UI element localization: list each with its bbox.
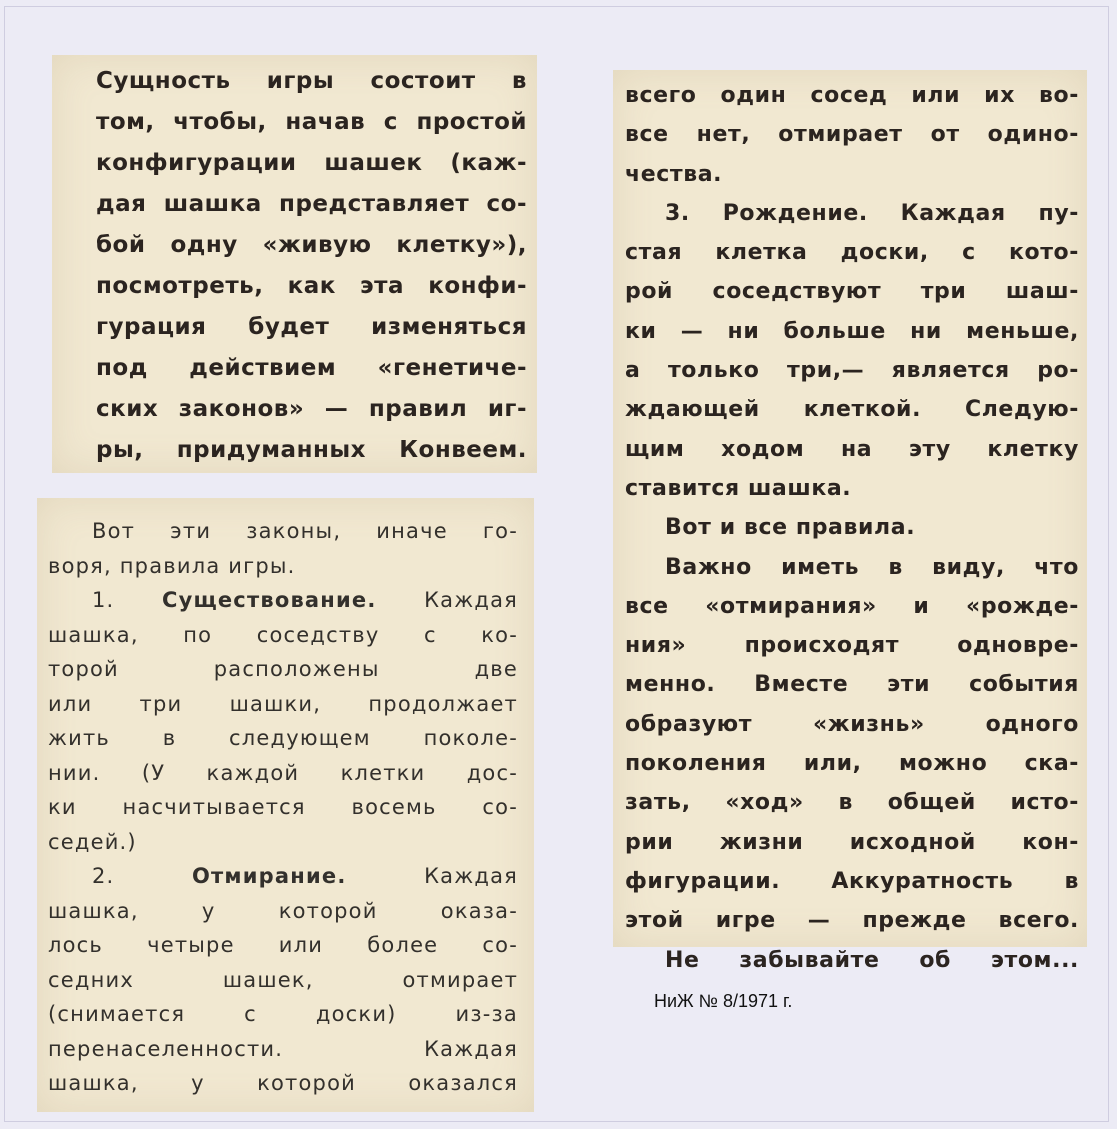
text-line: образуют «жизнь» одного bbox=[625, 711, 1079, 737]
text-line: ния» происходят одновре- bbox=[625, 633, 1079, 659]
text-fragment: Каждая bbox=[424, 588, 518, 612]
text-line: шашка, по соседству с ко- bbox=[48, 622, 518, 647]
text-line: воря, правила игры. bbox=[48, 553, 296, 578]
text-line: Важно иметь в виду, что bbox=[665, 554, 1079, 580]
text-line: всего один сосед или их во- bbox=[625, 83, 1079, 108]
rule-number: 3. bbox=[665, 200, 690, 226]
text-line: чества. bbox=[625, 161, 723, 187]
rule-1-heading bbox=[48, 583, 518, 618]
rule-number: 2. bbox=[92, 864, 115, 888]
text-line: все «отмирания» и «рожде- bbox=[625, 593, 1079, 619]
text-line: седних шашек, отмирает bbox=[48, 967, 518, 992]
text-line: жить в следующем поколе- bbox=[48, 726, 518, 750]
text-line: рии жизни исходной кон- bbox=[625, 829, 1079, 855]
cut-off-line: Не забывайте об этом... bbox=[665, 947, 1079, 973]
text-line: а только три,— является ро- bbox=[625, 358, 1079, 384]
text-line: рой соседствуют три шаш- bbox=[625, 279, 1079, 305]
rule-3-heading bbox=[625, 194, 1079, 233]
text-line: шашка, у которой оказа- bbox=[48, 898, 518, 923]
clipping-intro bbox=[52, 55, 537, 473]
text-line: Сущность игры состоит в bbox=[96, 68, 527, 94]
text-line: менно. Вместе эти события bbox=[625, 672, 1079, 698]
text-line: Вот и все правила. bbox=[665, 515, 916, 541]
text-line: (снимается с доски) из-за bbox=[48, 1002, 518, 1026]
text-line: этой игре — прежде всего. bbox=[625, 908, 1079, 934]
text-line: шашка, у которой оказался bbox=[48, 1071, 518, 1095]
rule-title: Существование. bbox=[161, 588, 377, 612]
text-line: ки — ни больше ни меньше, bbox=[625, 318, 1079, 344]
text-line: посмотреть, как эта конфи- bbox=[96, 273, 527, 299]
rule-2-heading bbox=[48, 859, 518, 894]
text-fragment: Каждая пу- bbox=[900, 200, 1080, 226]
text-line: стая клетка доски, с кото- bbox=[625, 240, 1079, 266]
text-line: бой одну «живую клетку»), bbox=[96, 232, 527, 258]
text-line: зать, «ход» в общей исто- bbox=[625, 790, 1079, 816]
rule-title: Рождение. bbox=[722, 200, 868, 226]
text-line: конфигурации шашек (каж- bbox=[96, 150, 527, 176]
text-line: нии. (У каждой клетки дос- bbox=[48, 760, 518, 785]
clipping-continuation bbox=[613, 70, 1087, 973]
text-line: поколения или, можно ска- bbox=[625, 751, 1079, 777]
text-line: ры, придуманных Конвеем. bbox=[96, 437, 527, 463]
text-fragment: Каждая bbox=[424, 864, 518, 888]
text-line: торой расположены две bbox=[48, 657, 518, 681]
source-caption: НиЖ № 8/1971 г. bbox=[654, 991, 793, 1011]
text-line: фигурации. Аккуратность в bbox=[625, 868, 1079, 894]
clipping-rules bbox=[37, 498, 534, 1112]
text-line: Вот эти законы, иначе го- bbox=[92, 519, 518, 543]
text-line: дая шашка представляет со- bbox=[96, 191, 527, 217]
text-line: ставится шашка. bbox=[625, 475, 852, 501]
text-line: гурация будет изменяться bbox=[96, 314, 527, 340]
text-line: ки насчитывается восемь со- bbox=[48, 795, 518, 819]
text-line: лось четыре или более со- bbox=[48, 933, 518, 957]
text-line: все нет, отмирает от одино- bbox=[625, 122, 1079, 148]
rule-title: Отмирание. bbox=[191, 864, 347, 888]
text-line: ждающей клеткой. Следую- bbox=[625, 397, 1079, 423]
text-line: том, чтобы, начав с простой bbox=[96, 109, 527, 135]
text-line: или три шашки, продолжает bbox=[48, 691, 518, 716]
text-line: под действием «генетиче- bbox=[96, 355, 527, 381]
intro-text bbox=[96, 61, 527, 471]
text-line: седей.) bbox=[48, 829, 137, 854]
text-line: щим ходом на эту клетку bbox=[625, 436, 1079, 462]
text-line: ских законов» — правил иг- bbox=[96, 396, 527, 422]
text-line: перенаселенности. Каждая bbox=[48, 1036, 518, 1061]
rule-number: 1. bbox=[92, 588, 115, 612]
